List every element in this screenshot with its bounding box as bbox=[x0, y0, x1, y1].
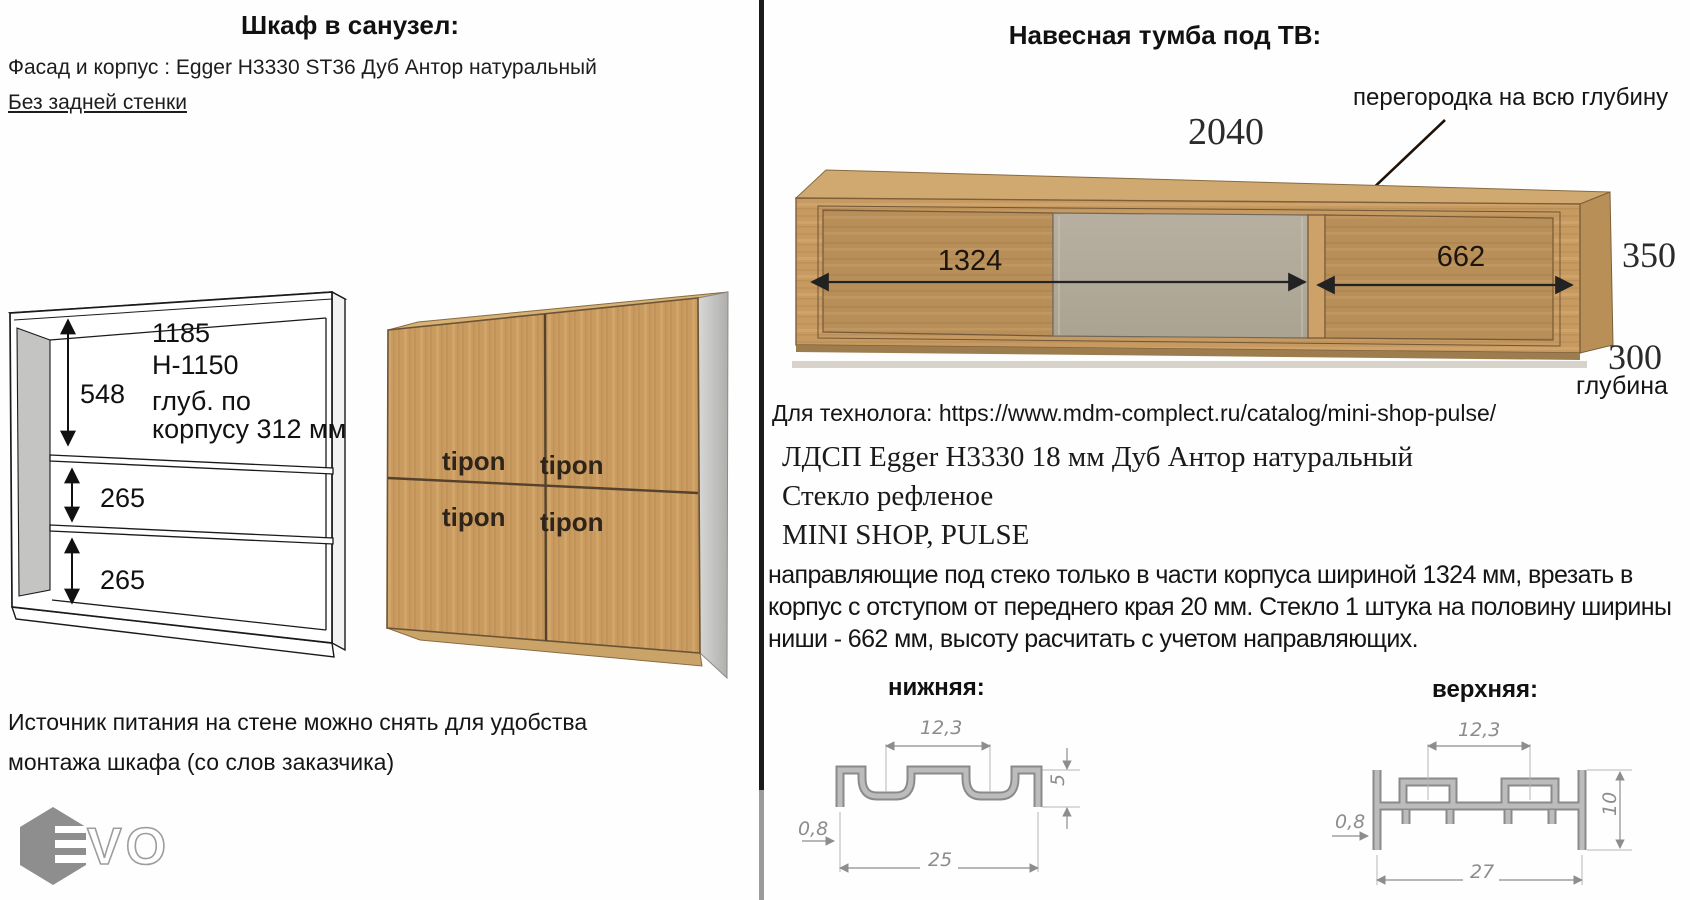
tv-partition bbox=[1308, 215, 1325, 338]
technologist-line: Для технолога: https://www.mdm-complect.ru/catalog/mini-shop-pulse/ bbox=[772, 400, 1497, 426]
wireframe-cabinet-drawing bbox=[0, 280, 365, 680]
cabinet-shadow bbox=[792, 361, 1587, 368]
tv-cabinet-drawing bbox=[780, 158, 1690, 408]
dim-height: 350 bbox=[1622, 235, 1676, 275]
upper-dim-width-label: 27 bbox=[1470, 861, 1495, 883]
materials-line-3: MINI SHOP, PULSE bbox=[782, 519, 1030, 551]
dim-265-bottom-label: 265 bbox=[100, 565, 146, 595]
door-label-3: tipon bbox=[442, 502, 506, 532]
cabinet-right-edge bbox=[332, 292, 345, 650]
materials-line-2: Стекло рефленое bbox=[782, 480, 994, 512]
guides-note: направляющие под стеко только в части корпуса шириной 1324 мм, врезать в корпус с отступом от переднего края 20 мм. Стекло 1 штука на половину ширины ниши - 662 мм, высоту расчитать с учетом направляющих. bbox=[768, 561, 1672, 653]
dim-662-label: 662 bbox=[1436, 241, 1486, 273]
door-label-1: tipon bbox=[442, 446, 506, 476]
left-title: Шкаф в санузел: bbox=[240, 10, 460, 40]
front-view-drawing bbox=[380, 258, 740, 698]
lower-dim-side-label: 5 bbox=[1047, 773, 1069, 786]
left-no-back-note: Без задней стенки bbox=[8, 91, 187, 114]
upper-profile-title: верхняя: bbox=[1432, 676, 1538, 703]
partition-note: перегородка на всю глубину bbox=[1353, 84, 1669, 111]
upper-dim-side-label: 10 bbox=[1599, 791, 1621, 816]
dim-1324-label: 1324 bbox=[937, 245, 1003, 277]
dim-depth: 300 bbox=[1608, 337, 1662, 377]
dim-265-mid-label: 265 bbox=[100, 483, 146, 513]
door-label-2: tipon bbox=[540, 450, 604, 480]
evo-logo bbox=[15, 800, 190, 895]
lower-profile-drawing bbox=[790, 700, 1090, 895]
left-panel bbox=[0, 0, 758, 900]
evo-logo-bar bbox=[55, 826, 90, 833]
upper-dim-wall-label: 0,8 bbox=[1335, 811, 1366, 833]
right-title: Навесная тумба под ТВ: bbox=[1008, 20, 1322, 50]
tv-side-face bbox=[1580, 192, 1613, 353]
lower-profile-outline bbox=[840, 770, 1038, 807]
note-depth-2: корпусу 312 мм bbox=[152, 414, 347, 444]
dim-total-width: 2040 bbox=[1188, 111, 1264, 153]
door-label-4: tipon bbox=[540, 507, 604, 537]
materials-line-1: ЛДСП Egger H3330 18 мм Дуб Антор натуральный bbox=[782, 441, 1414, 473]
evo-logo-letters: VO bbox=[87, 818, 171, 876]
lower-dim-width-label: 25 bbox=[928, 849, 953, 871]
evo-logo-bar bbox=[55, 840, 90, 848]
front-view-side-panel bbox=[698, 292, 728, 678]
cabinet-left-inner-wall bbox=[17, 328, 50, 596]
evo-logo-bar bbox=[55, 855, 90, 863]
left-footnote: Источник питания на стене можно снять для удобства монтажа шкафа (со слов заказчика) bbox=[8, 709, 588, 775]
lower-dim-top-label: 12,3 bbox=[920, 717, 963, 739]
tv-right-niche bbox=[1325, 215, 1553, 340]
note-width: 1185 bbox=[152, 318, 211, 348]
dim-depth-label: глубина bbox=[1576, 372, 1668, 400]
dim-548-label: 548 bbox=[80, 379, 126, 409]
note-height: H-1150 bbox=[152, 350, 239, 380]
upper-profile-drawing bbox=[1260, 700, 1690, 900]
note-depth-1: глуб. по bbox=[152, 386, 251, 416]
materials-block bbox=[782, 438, 1682, 555]
lower-profile-title: нижняя: bbox=[888, 674, 985, 701]
lower-dim-wall-label: 0,8 bbox=[798, 818, 829, 840]
upper-dim-top-label: 12,3 bbox=[1458, 719, 1501, 741]
left-materials-line: Фасад и корпус : Egger H3330 ST36 Дуб Антор натуральный bbox=[8, 56, 597, 79]
tv-glass-panel bbox=[1053, 213, 1308, 338]
